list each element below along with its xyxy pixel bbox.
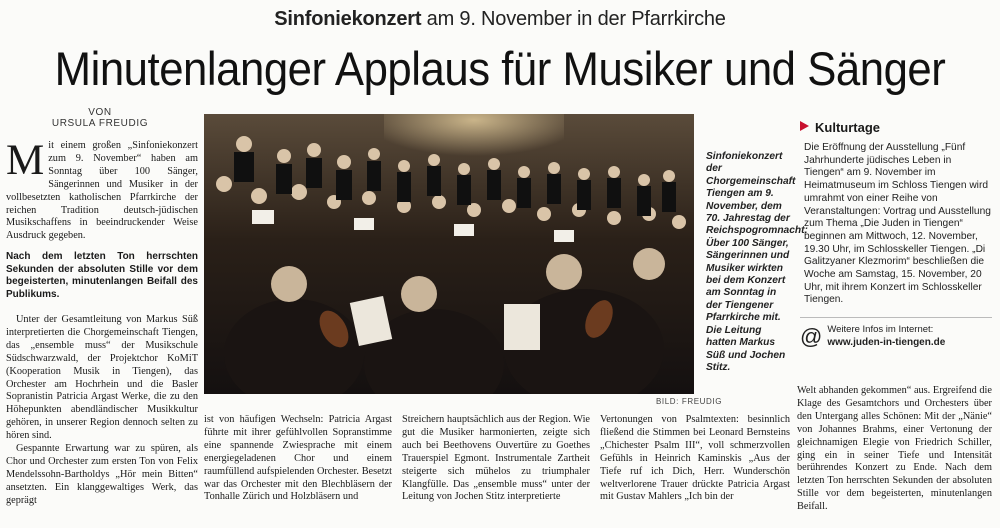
at-icon: @ xyxy=(800,323,823,349)
column-1-p1: Unter der Gesamtleitung von Markus Süß interpretierten die Chorgemeinschaft Tiengen, das „ensemble muss“ der Musikschule Südschwarzwald, der Projektchor KoMiT (Kooperation Musik in Tiengen), das Orchester am Hochrhein und die Basler Sopranistin Patricia Argast Werke, die zu den Höhepunkten abendländischer Musikkultur gehören, in unserer Region dennoch selten zu hören sind. xyxy=(6,314,198,442)
byline-von: VON xyxy=(88,107,112,118)
column-3: Streichern hauptsächlich aus der Region. Wie gut die Musiker harmonierten, zeigte sich auch bei Beethovens Ouvertüre zu Goethes Trauerspiel Egmont. Instrumentale Zartheit steigerte sich mühelos zu triumphaler Klangfülle. Das „ensemble muss“ unter der Leitung von Jochen Stitz interpretierte xyxy=(402,414,590,503)
dropcap: M xyxy=(6,137,45,184)
photo-credit: BILD: FREUDIG xyxy=(656,397,723,406)
concert-photo-image xyxy=(204,114,694,394)
kicker-bold: Sinfoniekonzert xyxy=(274,8,422,30)
column-5: Welt abhanden gekommen“ aus. Ergreifend die Klage des Gesamtchors und Orchesters über den Untergang alles Schönen: Mit der „Nänie“ von Johannes Brahms, einer Vertonung der gleichnamigen Elegie von Friedrich Schiller, ging ein in seiner Tiefe und Intensität berührendes Konzert zu Ende. Nach dem letzten Ton herrschten Sekunden der absoluten Stille vor dem begeisterten, minutenlangen Beifall. xyxy=(797,385,992,513)
info-url[interactable]: www.juden-in-tiengen.de xyxy=(827,336,946,348)
column-1 xyxy=(6,314,198,508)
photo-caption: Sinfoniekonzert der Chorgemeinschaft Tiengen am 9. November, dem 70. Jahrestag der Reichspogromnacht: Über 100 Sänger, Sängerinnen und Musiker wirkten bei dem Konzert am Sonntag in der Tiengener Pfarrkirche mit. Die Leitung hatten Markus Süß und Jochen Stitz. xyxy=(706,151,808,373)
column-1-p2: Gespannte Erwartung war zu spüren, als Chor und Orchester zum ersten Ton von Felix Mendelssohn-Bartholdys „Hör mein Bitten“ ansetzten. Ein klanggewaltiges Werk, das geprägt xyxy=(6,443,198,506)
byline-author: URSULA FREUDIG xyxy=(51,118,149,129)
sidebar-divider xyxy=(800,317,992,318)
sidebar-title: Kulturtage xyxy=(815,119,880,135)
info-label: Weitere Infos im Internet: xyxy=(827,324,934,336)
concert-photo xyxy=(204,114,694,394)
arrow-icon xyxy=(800,118,809,136)
column-2: ist von häufigen Wechseln: Patricia Argast führte mit ihrer gefühlvollen Sopranstimme eine spannende Zwiesprache mit einem energiegeladenen Chor und einem raumfüllend aufspielenden Orchester. Besetzt war das Orchester mit den Blechbläsern der Tonhalle Zürich und Holzbläsern und xyxy=(204,414,392,503)
kicker-rest: am 9. November in der Pfarrkirche xyxy=(421,8,726,30)
lead-column xyxy=(6,137,198,302)
lead-text: it einem großen „Sinfoniekonzert zum 9. November“ haben am Sonntag über 100 Sänger, Sängerinnen und Musiker in der vollbesetzten katholischen Pfarrkirche der reichen Tradition deutsch-jüdischen Musikschaffens in beeindruckender Weise Ausdruck gegeben. xyxy=(6,140,198,242)
lead-bold: Nach dem letzten Ton herrschten Sekunden der absoluten Stille vor dem begeisterten, minutenlangen Beifall des Publikums. xyxy=(6,251,198,301)
sidebar-kulturtage xyxy=(800,118,992,350)
byline xyxy=(0,107,200,129)
kicker xyxy=(0,8,1000,31)
sidebar-text: Die Eröffnung der Ausstellung „Fünf Jahrhunderte jüdisches Leben in Tiengen“ am 9. November im Heimatmuseum im Schloss Tiengen wird umrahmt von einer Reihe von Veranstaltungen: Vortrag und Ausstellung zum Thema „Die Juden in Tiengen“ beginnen am Mittwoch, 12. November, 19.30 Uhr, im Schlosskeller Tiengen. „Di Galitzyaner Klezmorim“ beschließen die Woche am Samstag, 15. November, 20 Uhr, mit ihrem Konzert im Schlosskeller Tiengen. xyxy=(804,142,991,306)
column-4: Vertonungen von Psalmtexten: besinnlich fließend die Stimmen bei Leonard Bernsteins „Chichester Psalm III“, voll schmerzvollen Gefühls in Heinrich Kaminskis „Aus der Tiefe ruf ich Dich, Herr. Wunderschön weltverlorene Trauer drückte Patricia Argast mit Gustav Mahlers „Ich bin der xyxy=(600,414,790,503)
headline: Minutenlanger Applaus für Musiker und Sänger xyxy=(54,42,946,95)
